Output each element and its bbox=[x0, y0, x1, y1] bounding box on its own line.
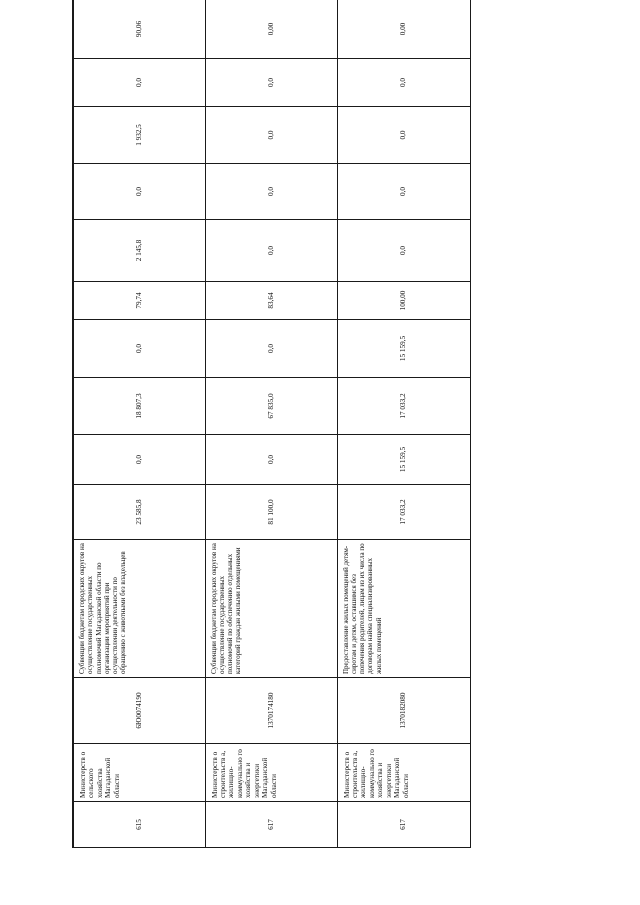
value-cell: 81 100,0 bbox=[205, 485, 337, 540]
expense-description: Предоставление жилых помещений детям-сиротам и детям, оставшимся без попечения родителей, лицам из их числа по договорам найма специализированных жилых помещений bbox=[337, 540, 470, 678]
value-cell: 0,0 bbox=[205, 107, 337, 164]
value-cell: 67 835,0 bbox=[205, 378, 337, 435]
budget-table bbox=[72, 0, 471, 848]
percent-cell: 0,00 bbox=[337, 0, 470, 59]
table-row bbox=[205, 0, 337, 848]
percent-cell: 100,00 bbox=[337, 282, 470, 320]
value-cell: 1 932,5 bbox=[73, 107, 205, 164]
row-number: 615 bbox=[73, 802, 205, 848]
value-cell: 15 159,5 bbox=[337, 435, 470, 485]
table-row bbox=[337, 0, 470, 848]
row-number: 617 bbox=[337, 802, 470, 848]
rotated-budget-table-page bbox=[72, 20, 469, 848]
value-cell: 23 585,8 bbox=[73, 485, 205, 540]
value-cell: 0,0 bbox=[205, 435, 337, 485]
value-cell: 2 145,8 bbox=[73, 220, 205, 282]
value-cell: 0,0 bbox=[205, 320, 337, 378]
value-cell: 18 807,3 bbox=[73, 378, 205, 435]
value-cell: 0,0 bbox=[73, 320, 205, 378]
expense-description: Субвенции бюджетам городских округов на осуществление государственных полномочий по обеспечению отдельных категорий граждан жилыми помещениями bbox=[205, 540, 337, 678]
value-cell: 0,0 bbox=[205, 59, 337, 107]
budget-code: 1370182080 bbox=[337, 678, 470, 744]
percent-cell: 79,74 bbox=[73, 282, 205, 320]
ministry-name: Министерств о строительств а, жилищно-коммунально го хозяйства и энергетики Магаданской области bbox=[337, 744, 470, 802]
value-cell: 0,0 bbox=[73, 164, 205, 220]
value-cell: 0,0 bbox=[337, 220, 470, 282]
ministry-name: Министерств о сельского хозяйства Магаданской области bbox=[73, 744, 205, 802]
row-number: 617 bbox=[205, 802, 337, 848]
value-cell: 17 033,2 bbox=[337, 485, 470, 540]
percent-cell: 0,00 bbox=[205, 0, 337, 59]
value-cell: 15 159,5 bbox=[337, 320, 470, 378]
budget-code: 1370174180 bbox=[205, 678, 337, 744]
budget-code: 6Ю0074190 bbox=[73, 678, 205, 744]
value-cell: 0,0 bbox=[337, 59, 470, 107]
value-cell: 0,0 bbox=[73, 59, 205, 107]
expense-description: Субвенции бюджетам городских округов на осуществление государственных полномочий Магаданской области по организации мероприятий при осуществлении деятельности по обращению с животными без владельцев bbox=[73, 540, 205, 678]
table-row bbox=[73, 0, 205, 848]
percent-cell: 90,06 bbox=[73, 0, 205, 59]
value-cell: 0,0 bbox=[337, 164, 470, 220]
value-cell: 17 033,2 bbox=[337, 378, 470, 435]
ministry-name: Министерств о строительств а, жилищно-коммунально го хозяйства и энергетики Магаданской области bbox=[205, 744, 337, 802]
value-cell: 0,0 bbox=[73, 435, 205, 485]
value-cell: 0,0 bbox=[205, 220, 337, 282]
value-cell: 0,0 bbox=[337, 107, 470, 164]
value-cell: 0,0 bbox=[205, 164, 337, 220]
percent-cell: 83,64 bbox=[205, 282, 337, 320]
